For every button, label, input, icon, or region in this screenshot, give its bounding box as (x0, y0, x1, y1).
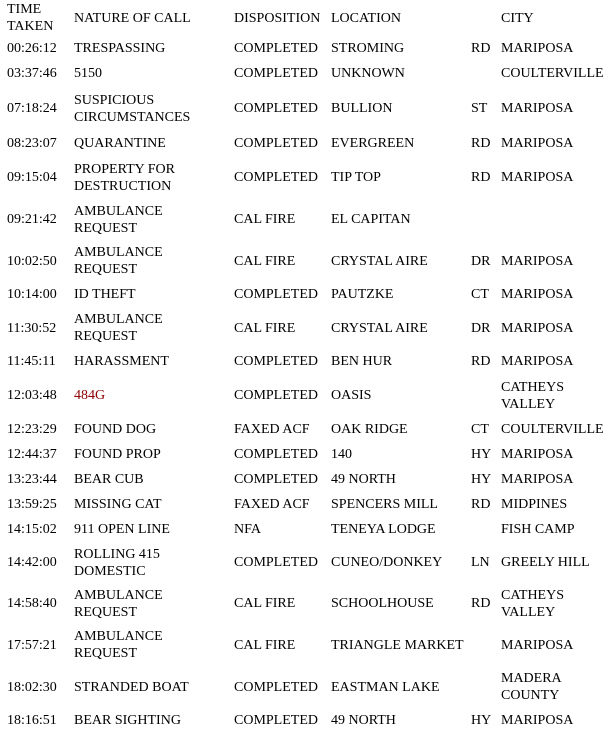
cell-time: 14:58:40 (7, 596, 57, 611)
cell-city: MARIPOSA (501, 101, 574, 116)
cell-suffix: CT (471, 287, 489, 302)
cell-time: 09:15:04 (7, 170, 57, 185)
cell-disposition: COMPLETED (234, 41, 318, 56)
cell-nature: 484G (74, 388, 106, 403)
cell-location: SPENCERS MILL (331, 497, 438, 512)
cell-time: 18:02:30 (7, 679, 57, 695)
cell-suffix: ST (471, 101, 488, 116)
table-row (0, 307, 614, 349)
cell-time: 12:44:37 (7, 447, 57, 462)
cell-time: 18:16:51 (7, 713, 57, 728)
cell-city: MARIPOSA (501, 447, 574, 462)
cell-nature: AMBULANCE REQUEST (74, 629, 163, 661)
cell-disposition: CAL FIRE (234, 596, 296, 611)
cell-location: OAK RIDGE (331, 422, 408, 437)
cell-nature: AMBULANCE REQUEST (74, 245, 163, 277)
cell-disposition: COMPLETED (234, 679, 318, 695)
cell-nature: QUARANTINE (74, 136, 166, 151)
cell-city: MARIPOSA (501, 637, 574, 653)
cell-suffix: DR (471, 253, 491, 269)
cell-disposition: COMPLETED (234, 354, 318, 369)
table-row (0, 61, 614, 86)
cell-suffix (464, 374, 494, 417)
cell-disposition: CAL FIRE (234, 320, 296, 336)
cell-location: SCHOOLHOUSE (331, 596, 434, 611)
cell-nature: BEAR CUB (74, 472, 144, 487)
cell-city: COULTERVILLE (501, 66, 604, 81)
cell-disposition: CAL FIRE (234, 637, 296, 653)
table-row (0, 36, 614, 61)
cell-suffix (464, 517, 494, 542)
cell-location: 49 NORTH (331, 472, 396, 487)
cell-location: BULLION (331, 101, 393, 116)
cell-nature: AMBULANCE REQUEST (74, 203, 163, 236)
cell-time: 11:30:52 (7, 320, 57, 336)
table-row (0, 542, 614, 583)
cell-disposition: FAXED ACF (234, 422, 310, 437)
cell-nature: ID THEFT (74, 287, 136, 302)
cell-nature: STRANDED BOAT (74, 679, 189, 695)
cell-nature: 911 OPEN LINE (74, 522, 170, 537)
header-city: CITY (501, 10, 534, 26)
cell-nature: PROPERTY FOR DESTRUCTION (74, 161, 175, 194)
cell-location: EASTMAN LAKE (331, 679, 440, 695)
cell-city: MARIPOSA (501, 287, 574, 302)
cell-city: MARIPOSA (501, 713, 574, 728)
cell-disposition: COMPLETED (234, 388, 318, 403)
table-row (0, 666, 614, 708)
cell-nature: HARASSMENT (74, 354, 169, 369)
cell-suffix: LN (471, 555, 490, 570)
cell-nature: TRESPASSING (74, 41, 166, 56)
cell-nature: ROLLING 415 DOMESTIC (74, 546, 160, 579)
cell-location: TRIANGLE MARKET (331, 637, 464, 653)
cell-suffix (464, 61, 494, 86)
cell-suffix (464, 199, 494, 240)
cell-city: MARIPOSA (501, 472, 574, 487)
cell-time: 09:21:42 (7, 212, 57, 227)
cell-time: 13:23:44 (7, 472, 57, 487)
cell-location: EVERGREEN (331, 136, 415, 151)
cell-city: FISH CAMP (501, 522, 575, 537)
cell-disposition: CAL FIRE (234, 253, 296, 269)
table-row (0, 583, 614, 624)
cell-disposition: COMPLETED (234, 447, 318, 462)
cell-city: MARIPOSA (501, 136, 574, 151)
cell-suffix: RD (471, 136, 491, 151)
cell-time: 08:23:07 (7, 136, 57, 151)
cell-suffix: RD (471, 354, 491, 369)
cell-nature: BEAR SIGHTING (74, 713, 181, 728)
cell-time: 11:45:11 (7, 354, 56, 369)
table-row (0, 624, 614, 666)
cell-disposition: COMPLETED (234, 101, 318, 116)
cell-location: CRYSTAL AIRE (331, 320, 428, 336)
cell-nature: SUSPICIOUS CIRCUMSTANCES (74, 92, 191, 125)
cell-city: MARIPOSA (501, 320, 574, 336)
cell-city: MADERA COUNTY (501, 671, 561, 703)
header-location: LOCATION (331, 10, 401, 26)
cell-location: CUNEO/DONKEY (331, 555, 443, 570)
table-row (0, 349, 614, 374)
cell-time: 12:03:48 (7, 388, 57, 403)
cell-suffix: CT (471, 422, 489, 437)
cell-disposition: COMPLETED (234, 136, 318, 151)
cell-suffix: HY (471, 713, 492, 728)
table-row (0, 417, 614, 442)
cell-time: 14:15:02 (7, 522, 57, 537)
cell-time: 12:23:29 (7, 422, 57, 437)
cell-city: MARIPOSA (501, 354, 574, 369)
cell-suffix: HY (471, 472, 492, 487)
cell-time: 13:59:25 (7, 497, 57, 512)
cell-location: EL CAPITAN (331, 212, 411, 227)
cell-city: MARIPOSA (501, 253, 574, 269)
cell-location: CRYSTAL AIRE (331, 253, 428, 269)
cell-city: CATHEYS VALLEY (501, 379, 565, 412)
cell-time: 00:26:12 (7, 41, 57, 56)
table-row (0, 199, 614, 240)
cell-nature: FOUND PROP (74, 447, 161, 462)
cell-disposition: CAL FIRE (234, 212, 296, 227)
cell-location: OASIS (331, 388, 372, 403)
call-log-body (0, 36, 614, 733)
cell-suffix (464, 666, 494, 708)
cell-nature: MISSING CAT (74, 497, 162, 512)
table-row (0, 131, 614, 156)
cell-time: 17:57:21 (7, 637, 57, 653)
cell-disposition: COMPLETED (234, 472, 318, 487)
cell-location: STROMING (331, 41, 405, 56)
cell-suffix: RD (471, 596, 491, 611)
header-suffix (464, 0, 494, 36)
cell-city: COULTERVILLE (501, 422, 604, 437)
cell-suffix: RD (471, 41, 491, 56)
cell-city: CATHEYS VALLEY (501, 587, 565, 620)
cell-location: TENEYA LODGE (331, 522, 436, 537)
cell-location: 140 (331, 447, 352, 462)
cell-suffix: DR (471, 320, 491, 336)
header-row (0, 0, 614, 36)
table-row (0, 492, 614, 517)
header-time-taken: TIME TAKEN (7, 2, 54, 34)
cell-disposition: COMPLETED (234, 555, 318, 570)
header-nature-of-call: NATURE OF CALL (74, 10, 191, 26)
cell-disposition: COMPLETED (234, 66, 318, 81)
cell-time: 07:18:24 (7, 101, 57, 116)
header-disposition: DISPOSITION (234, 10, 321, 26)
cell-nature: FOUND DOG (74, 422, 157, 437)
cell-disposition: FAXED ACF (234, 497, 310, 512)
cell-disposition: COMPLETED (234, 287, 318, 302)
cell-city: MIDPINES (501, 497, 568, 512)
cell-nature: AMBULANCE REQUEST (74, 587, 163, 620)
table-row (0, 282, 614, 307)
cell-city: GREELY HILL (501, 555, 590, 570)
cell-suffix: RD (471, 170, 491, 185)
cell-location: UNKNOWN (331, 66, 405, 81)
cell-suffix (464, 624, 494, 666)
cell-location: TIP TOP (331, 170, 381, 185)
cell-time: 10:02:50 (7, 253, 57, 269)
cell-nature: 5150 (74, 66, 102, 81)
cell-time: 14:42:00 (7, 555, 57, 570)
table-row (0, 374, 614, 417)
table-row (0, 240, 614, 282)
table-row (0, 442, 614, 467)
cell-location: 49 NORTH (331, 713, 396, 728)
cell-disposition: NFA (234, 522, 261, 537)
table-row (0, 708, 614, 733)
table-row (0, 467, 614, 492)
cell-time: 10:14:00 (7, 287, 57, 302)
cell-disposition: COMPLETED (234, 170, 318, 185)
cell-nature: AMBULANCE REQUEST (74, 312, 163, 344)
cell-suffix: HY (471, 447, 492, 462)
table-row (0, 156, 614, 199)
cell-city (494, 199, 614, 240)
table-row (0, 517, 614, 542)
cell-location: PAUTZKE (331, 287, 394, 302)
table-row (0, 86, 614, 131)
cell-city: MARIPOSA (501, 170, 574, 185)
cell-location: BEN HUR (331, 354, 393, 369)
cell-city: MARIPOSA (501, 41, 574, 56)
cell-time: 03:37:46 (7, 66, 57, 81)
cell-suffix: RD (471, 497, 491, 512)
cell-disposition: COMPLETED (234, 713, 318, 728)
